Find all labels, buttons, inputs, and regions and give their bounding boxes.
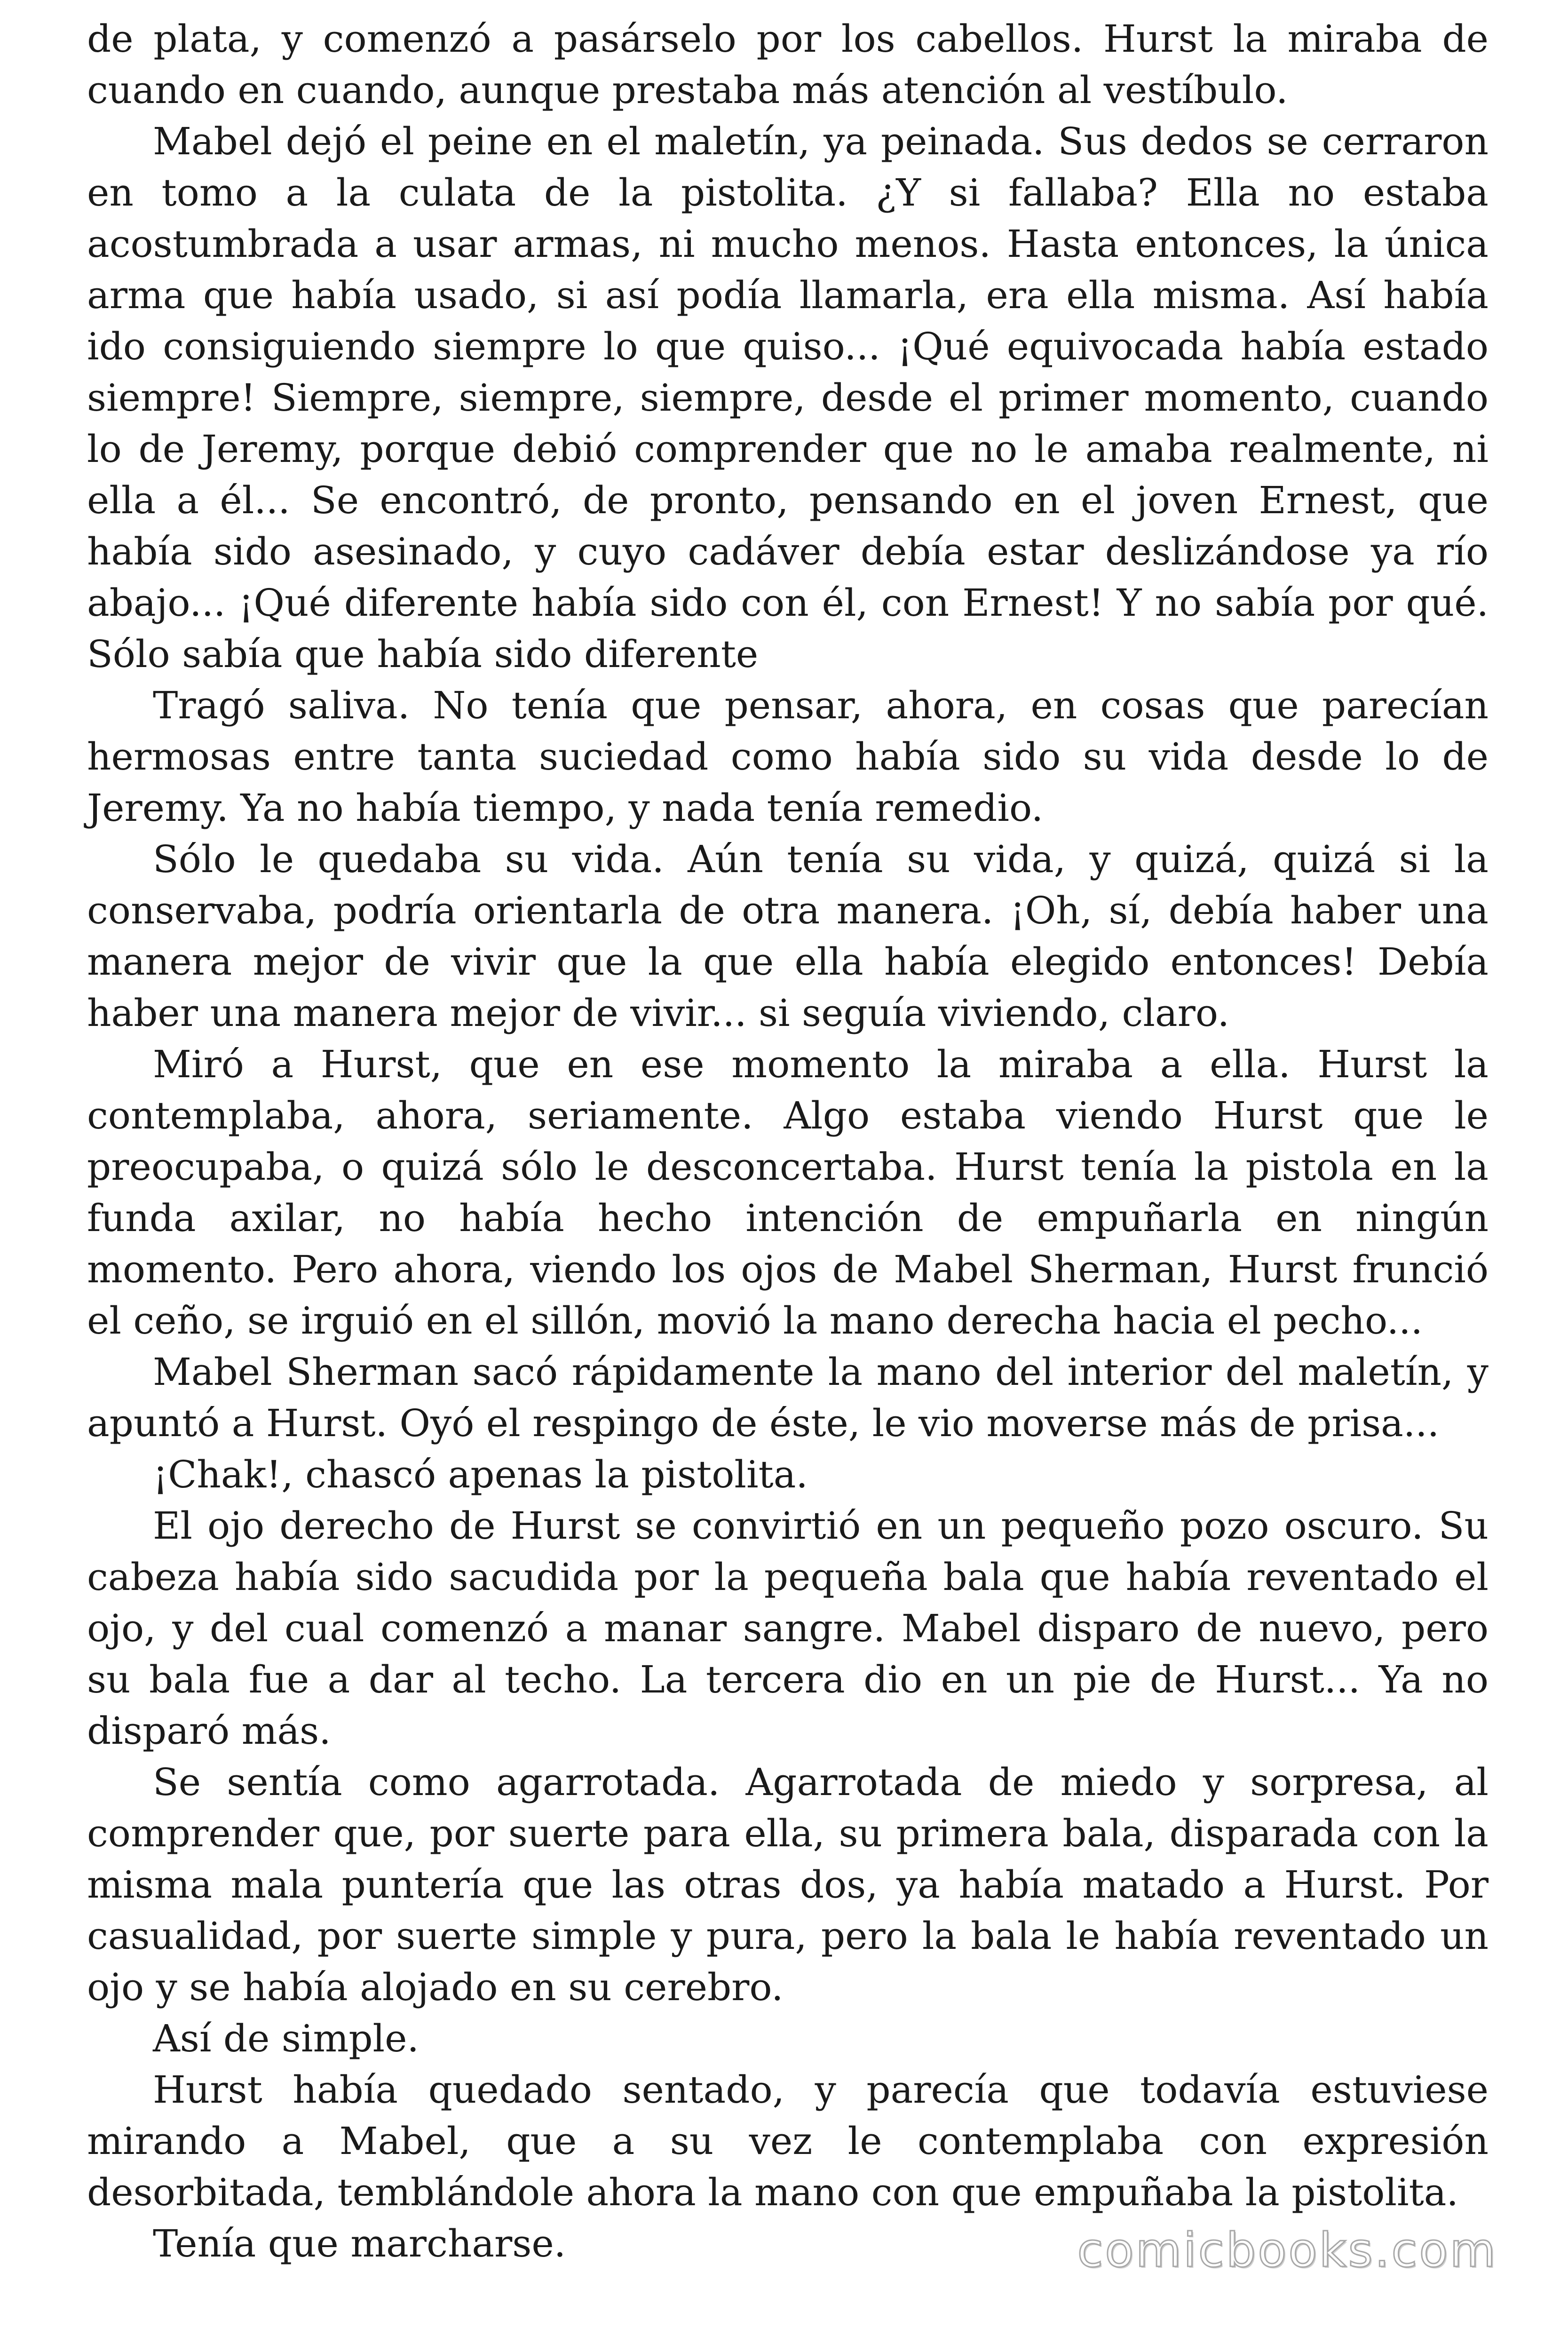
watermark: comicbooks.com xyxy=(1077,2223,1497,2278)
paragraph-2: Mabel dejó el peine en el maletín, ya peinada. Sus dedos se cerraron en tomo a la culata de la pistolita. ¿Y si fallaba? Ella no estaba acostumbrada a usar armas, ni mucho menos. Hasta entonces, la única arma que había usado, si así podía llamarla, era ella misma. Así había ido consiguiendo siempre lo que quiso... ¡Qué equivocada había estado siempre! Siempre, siempre, siempre, desde el primer momento, cuando lo de Jeremy, porque debió comprender que no le amaba realmente, ni ella a él... Se encontró, de pronto, pensando en el joven Ernest, que había sido asesinado, y cuyo cadáver debía estar deslizándose ya río abajo... ¡Qué diferente había sido con él, con Ernest! Y no sabía por qué. Sólo sabía que había sido diferente xyxy=(87,119,1489,676)
paragraph-1: de plata, y comenzó a pasárselo por los cabellos. Hurst la miraba de cuando en cuando, aunque prestaba más atención al vestíbulo. xyxy=(87,17,1489,112)
paragraph-8: El ojo derecho de Hurst se convirtió en un pequeño pozo oscuro. Su cabeza había sido sacudida por la pequeña bala que había reventado el ojo, y del cual comenzó a manar sangre. Mabel disparo de nuevo, pero su bala fue a dar al techo. La tercera dio en un pie de Hurst... Ya no disparó más. xyxy=(87,1504,1489,1753)
paragraph-4: Sólo le quedaba su vida. Aún tenía su vida, y quizá, quizá si la conservaba, podría orientarla de otra manera. ¡Oh, sí, debía haber una manera mejor de vivir que la que ella había elegido entonces! Debía haber una manera mejor de vivir... si seguía viviendo, claro. xyxy=(87,837,1489,1035)
paragraph-5: Miró a Hurst, que en ese momento la miraba a ella. Hurst la contemplaba, ahora, seriamente. Algo estaba viendo Hurst que le preocupaba, o quizá sólo le desconcertaba. Hurst tenía la pistola en la funda axilar, no había hecho intención de empuñarla en ningún momento. Pero ahora, viendo los ojos de Mabel Sherman, Hurst frunció el ceño, se irguió en el sillón, movió la mano derecha hacia el pecho... xyxy=(87,1042,1489,1343)
paragraph-7: ¡Chak!, chascó apenas la pistolita. xyxy=(153,1453,808,1496)
paragraph-6: Mabel Sherman sacó rápidamente la mano del interior del maletín, y apuntó a Hurst. Oyó el respingo de éste, le vio moverse más de prisa... xyxy=(87,1350,1489,1445)
paragraph-10: Así de simple. xyxy=(153,2017,419,2060)
paragraph-3: Tragó saliva. No tenía que pensar, ahora, en cosas que parecían hermosas entre tanta suciedad como había sido su vida desde lo de Jeremy. Ya no había tiempo, y nada tenía remedio. xyxy=(87,683,1489,830)
paragraph-12: Tenía que marcharse. xyxy=(153,2222,566,2265)
paragraph-11: Hurst había quedado sentado, y parecía que todavía estuviese mirando a Mabel, que a su vez le contemplaba con expresión desorbitada, temblándole ahora la mano con que empuñaba la pistolita. xyxy=(87,2068,1489,2214)
paragraph-9: Se sentía como agarrotada. Agarrotada de miedo y sorpresa, al comprender que, por suerte para ella, su primera bala, disparada con la misma mala puntería que las otras dos, ya había matado a Hurst. Por casualidad, por suerte simple y pura, pero la bala le había reventado un ojo y se había alojado en su cerebro. xyxy=(87,1760,1489,2009)
